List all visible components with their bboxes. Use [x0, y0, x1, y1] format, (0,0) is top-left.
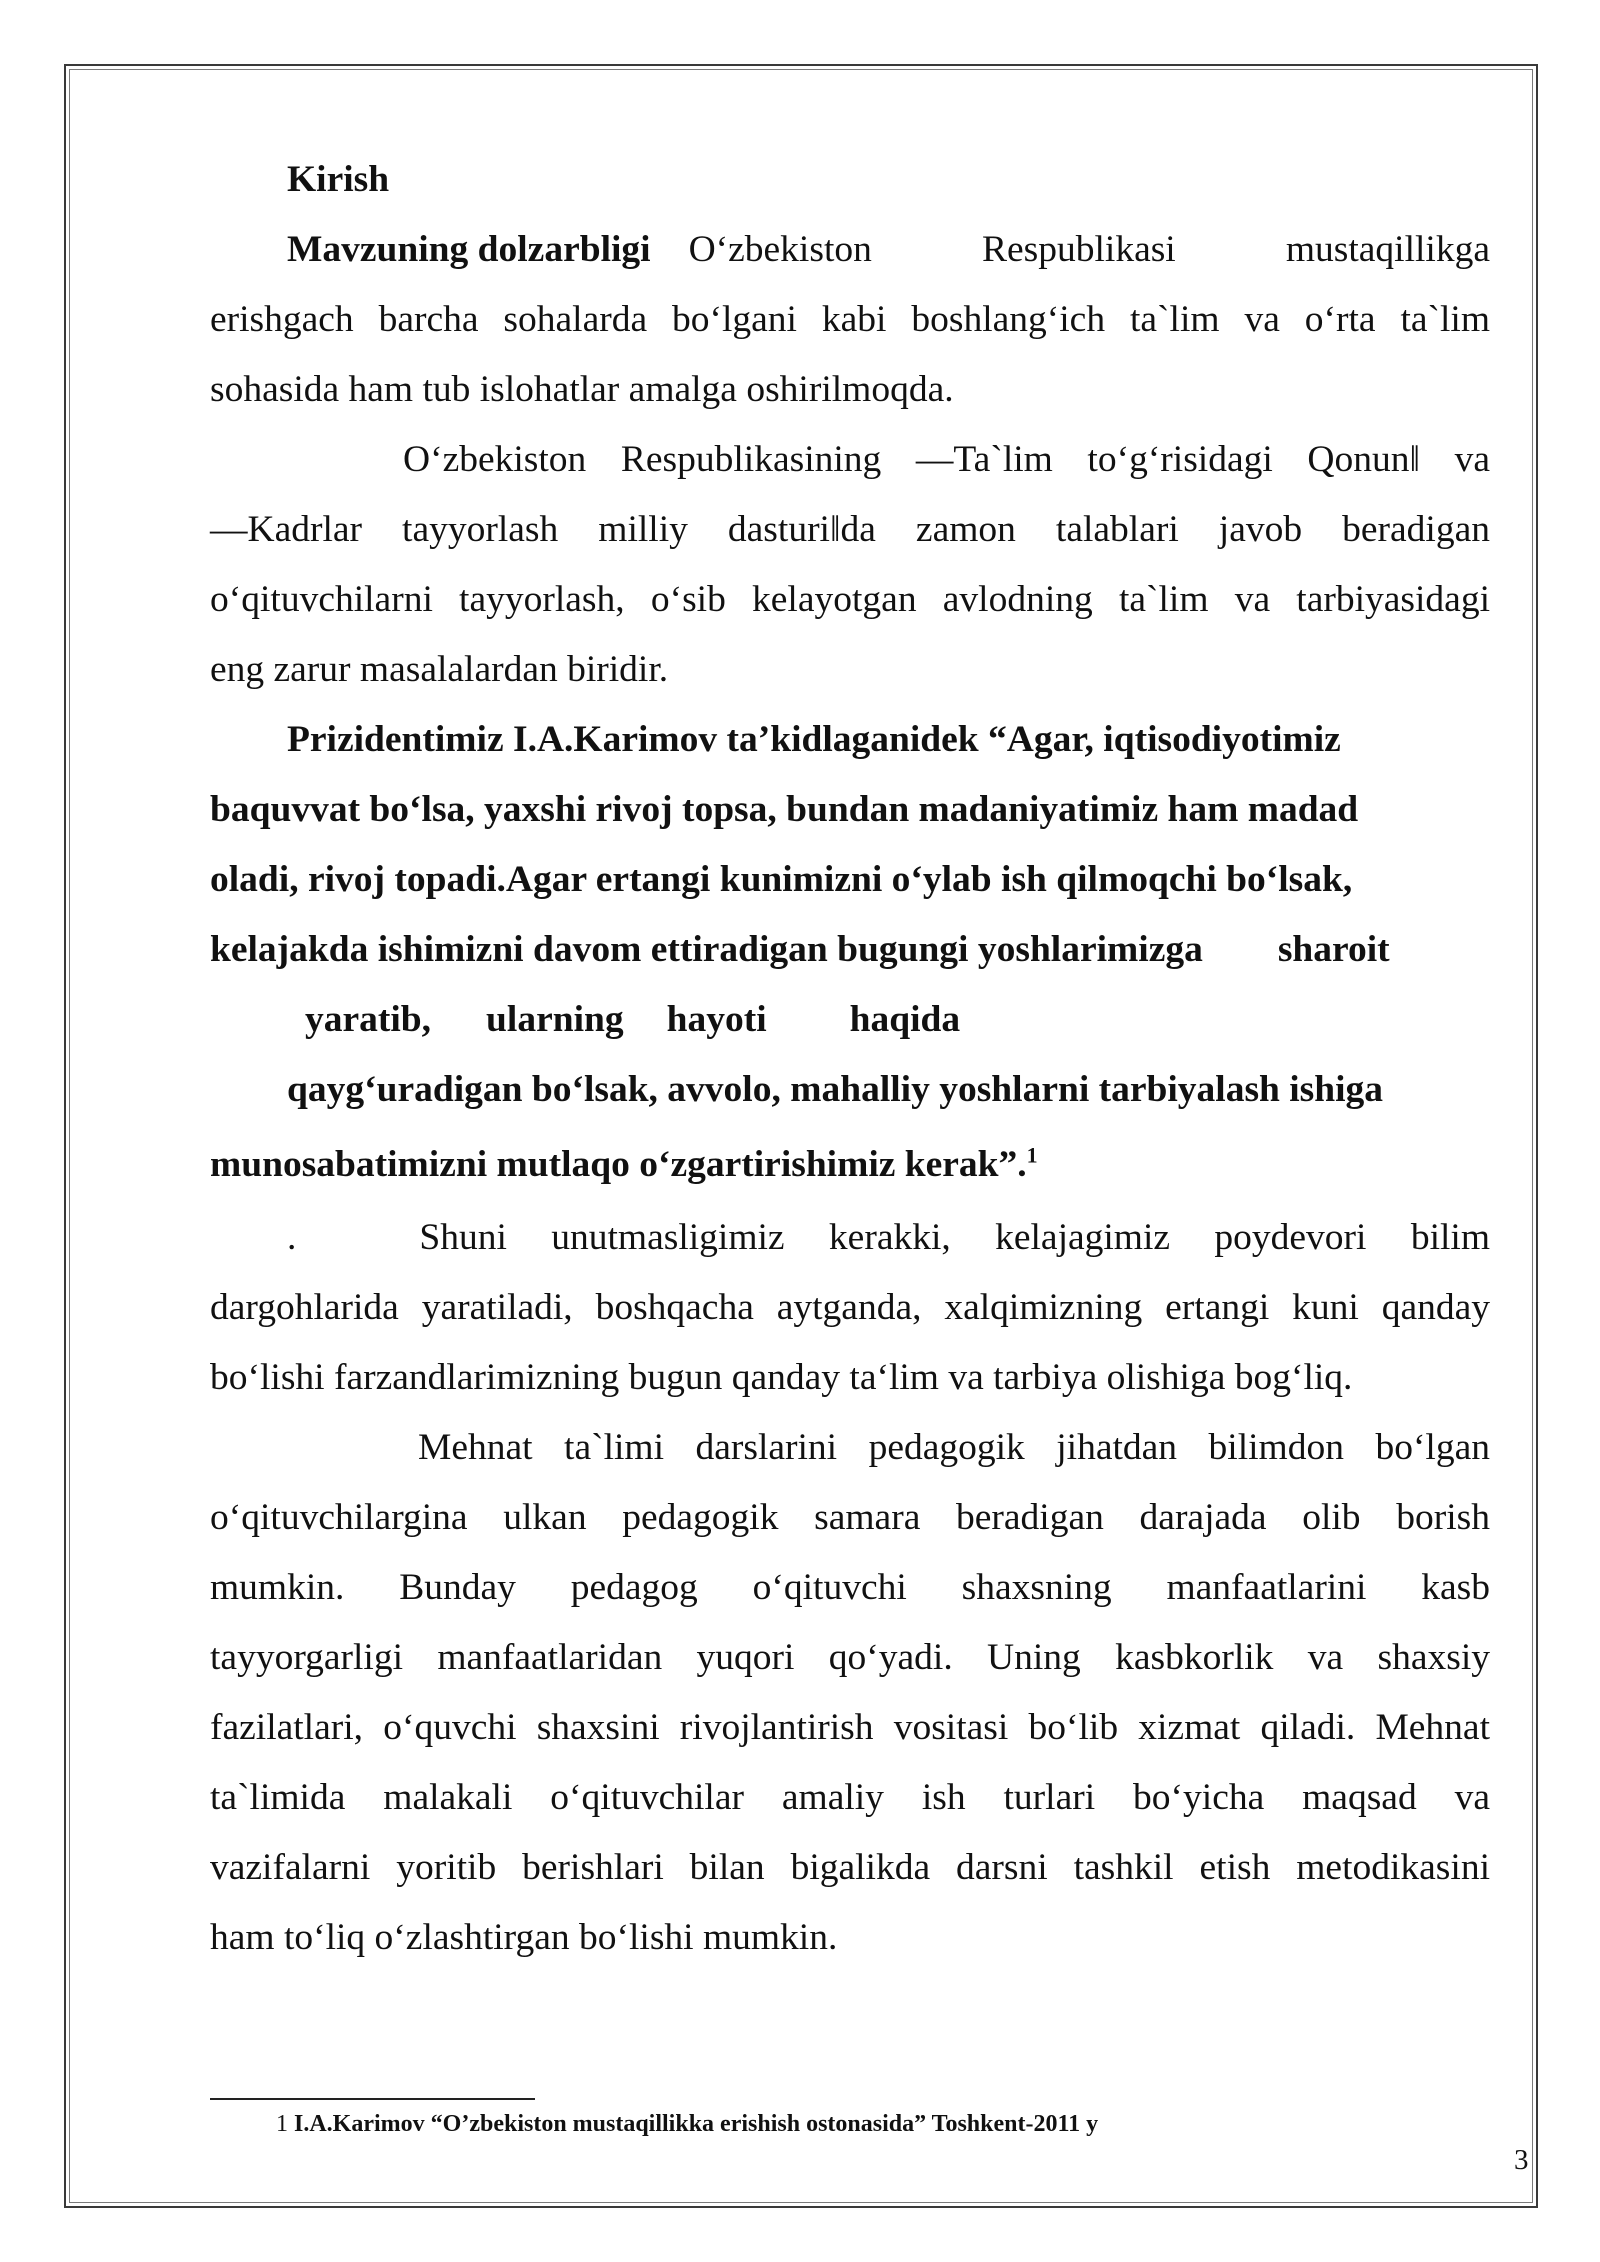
- quote-line4: [210, 915, 1490, 985]
- quote-line5: [210, 985, 1490, 1055]
- document-page: [210, 145, 1490, 1973]
- quote-line3: oladi, rivoj topadi.Agar ertangi kunimizni o‘ylab ish qilmoqchi bo‘lsak,: [210, 859, 1353, 900]
- footnote: [276, 2107, 1098, 2141]
- para1-line1-rest: O‘zbekiston Respublikasi mustaqillikga: [688, 229, 1490, 270]
- para4-line1: Mehnat ta`limi darslarini pedagogik jihatdan bilimdon bo‘lgan: [418, 1427, 1490, 1468]
- quote-line1: Prizidentimiz I.A.Karimov ta’kidlaganidek “Agar, iqtisodiyotimiz: [287, 719, 1341, 760]
- para1-line3: sohasida ham tub islohatlar amalga oshirilmoqda.: [210, 369, 954, 410]
- quote-line6: qayg‘uradigan bo‘lsak, avvolo, mahalliy yoshlarni tarbiyalash ishiga: [287, 1069, 1384, 1110]
- para3-line2: dargohlarida yaratiladi, boshqacha aytganda, xalqimizning ertangi kuni qanday: [210, 1287, 1490, 1328]
- quote-line2: baquvvat bo‘lsa, yaxshi rivoj topsa, bundan madaniyatimiz ham madad: [210, 789, 1359, 830]
- para4-line2: o‘qituvchilargina ulkan pedagogik samara beradigan darajada olib borish: [210, 1497, 1490, 1538]
- quote-line7: [210, 1125, 1490, 1203]
- para2-line2: ―Kadrlar tayyorlash milliy dasturi‖da zamon talablari javob beradigan: [210, 509, 1490, 550]
- para2-line4: eng zarur masalalardan biridir.: [210, 649, 669, 690]
- quote-line4-main: kelajakda ishimizni davom ettiradigan bugungi yoshlarimizga: [210, 929, 1203, 970]
- para2-line3: o‘qituvchilarni tayyorlash, o‘sib kelayotgan avlodning ta`lim va tarbiyasidagi: [210, 579, 1490, 620]
- section-heading: Kirish: [287, 159, 390, 200]
- footnote-number: 1: [276, 2111, 288, 2137]
- para4-line6: ta`limida malakali o‘qituvchilar amaliy ish turlari bo‘yicha maqsad va: [210, 1777, 1490, 1818]
- para4-line3: mumkin. Bunday pedagog o‘qituvchi shaxsning manfaatlarini kasb: [210, 1567, 1490, 1608]
- quote-line4-end: sharoit: [1277, 929, 1390, 970]
- para4-line8: ham to‘liq o‘zlashtirgan bo‘lishi mumkin.: [210, 1917, 838, 1958]
- footnote-text: I.A.Karimov “O’zbekiston mustaqillikka erishish ostonasida” Toshkent-2011 y: [294, 2111, 1099, 2137]
- quote-word: yaratib,: [305, 999, 432, 1040]
- para2-line1: O‘zbekiston Respublikasining ―Ta`lim to‘g‘risidagi Qonun‖ va: [403, 439, 1490, 480]
- quote-word: hayoti: [666, 999, 767, 1040]
- para1-line2: erishgach barcha sohalarda bo‘lgani kabi boshlang‘ich ta`lim va o‘rta ta`lim: [210, 299, 1490, 340]
- para3-line3: bo‘lishi farzandlarimizning bugun qanday ta‘lim va tarbiya olishiga bog‘liq.: [210, 1357, 1353, 1398]
- para3-line1: [210, 1203, 1490, 1273]
- quote-word: haqida: [849, 999, 961, 1040]
- quote-line7-text: munosabatimizni mutlaqo o‘zgartirishimiz kerak”.: [210, 1144, 1027, 1185]
- para4-line5: fazilatlari, o‘quvchi shaxsini rivojlantirish vositasi bo‘lib xizmat qiladi. Mehnat: [210, 1707, 1490, 1748]
- topic-relevance-label: Mavzuning dolzarbligi: [287, 229, 651, 270]
- para1-line1: [210, 215, 1490, 285]
- page-number: 3: [1514, 2144, 1529, 2176]
- para4-line7: vazifalarni yoritib berishlari bilan bigalikda darsni tashkil etish metodikasini: [210, 1847, 1490, 1888]
- para4-line4: tayyorgarligi manfaatlaridan yuqori qo‘yadi. Uning kasbkorlik va shaxsiy: [210, 1637, 1490, 1678]
- quote-word: ularning: [486, 999, 624, 1040]
- para3-dot: .: [287, 1217, 297, 1258]
- footnote-separator: [210, 2098, 535, 2100]
- para3-line1-text: Shuni unutmasligimiz kerakki, kelajagimiz poydevori bilim: [419, 1217, 1490, 1258]
- footnote-reference: 1: [1026, 1142, 1038, 1168]
